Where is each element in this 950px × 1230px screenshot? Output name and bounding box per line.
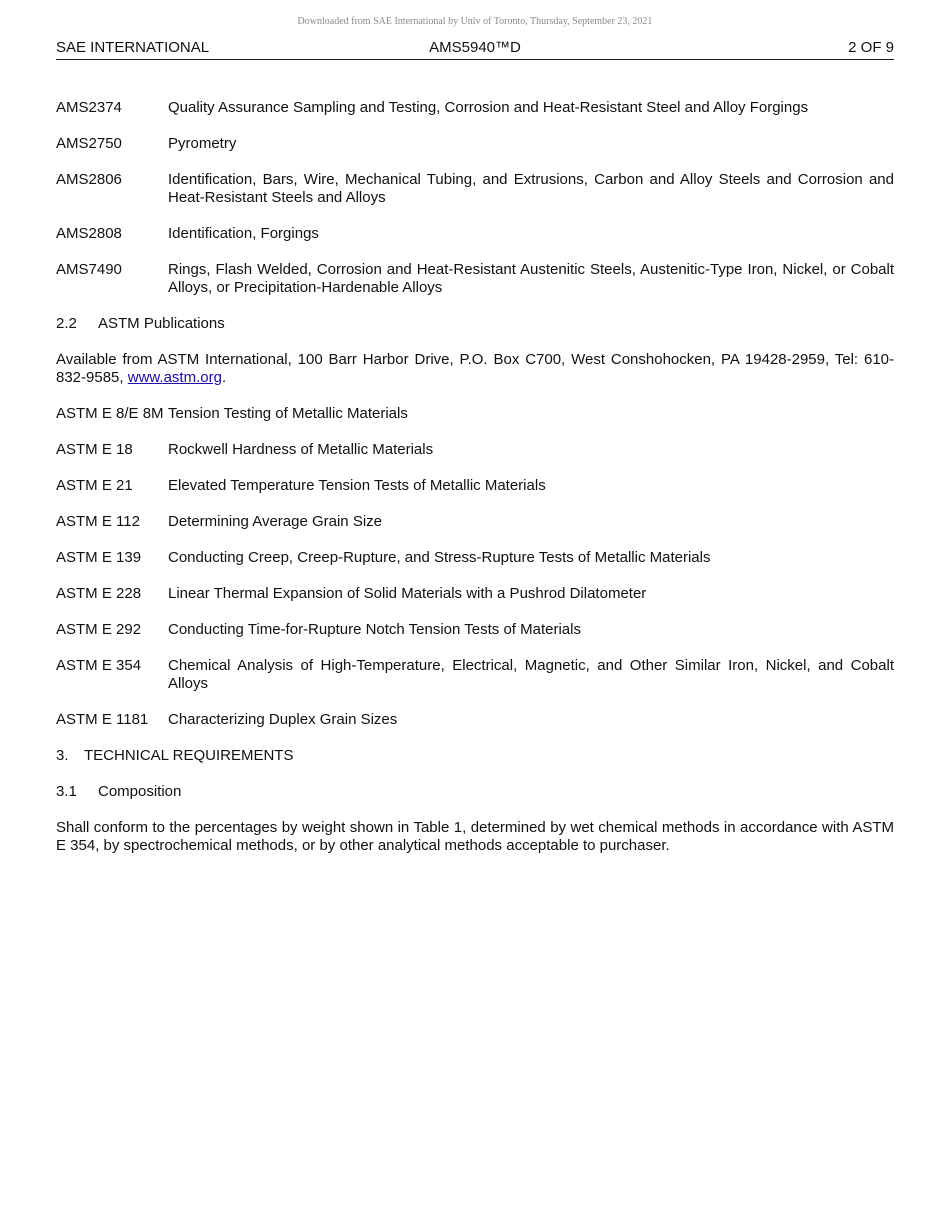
section-title: Composition — [98, 783, 182, 800]
astm-reference-list — [56, 405, 894, 729]
reference-code: ASTM E 1181 — [56, 711, 149, 728]
reference-code: ASTM E 228 — [56, 585, 142, 602]
reference-row — [56, 405, 894, 423]
reference-row — [56, 225, 894, 243]
astm-address-suffix: . — [221, 369, 227, 386]
reference-row — [56, 711, 894, 729]
section-number: 3.1 — [56, 783, 77, 800]
section-3-heading — [56, 747, 894, 765]
page-header — [56, 39, 894, 60]
section-number: 3. — [56, 747, 69, 764]
reference-code: ASTM E 18 — [56, 441, 133, 458]
reference-row — [56, 135, 894, 153]
reference-title: Characterizing Duplex Grain Sizes — [168, 711, 398, 728]
astm-availability-paragraph — [56, 351, 894, 387]
reference-title: Rockwell Hardness of Metallic Materials — [168, 441, 434, 458]
reference-code: ASTM E 354 — [56, 657, 142, 674]
document-body — [56, 99, 894, 873]
reference-row — [56, 171, 894, 207]
reference-code: AMS2374 — [56, 99, 122, 116]
reference-title: Pyrometry — [168, 135, 237, 152]
reference-row — [56, 657, 894, 693]
reference-title: Tension Testing of Metallic Materials — [168, 405, 408, 422]
reference-row — [56, 441, 894, 459]
astm-website-link[interactable]: www.astm.org — [127, 369, 222, 386]
reference-title: Linear Thermal Expansion of Solid Materials with a Pushrod Dilatometer — [168, 585, 647, 602]
publisher-name: SAE INTERNATIONAL — [56, 39, 210, 56]
reference-title: Conducting Time-for-Rupture Notch Tension Tests of Materials — [168, 621, 581, 638]
reference-code: ASTM E 21 — [56, 477, 133, 494]
reference-title: Quality Assurance Sampling and Testing, Corrosion and Heat-Resistant Steel and Alloy Forgings — [168, 99, 809, 116]
reference-row — [56, 621, 894, 639]
reference-code: ASTM E 292 — [56, 621, 142, 638]
page-number: 2 OF 9 — [848, 39, 894, 56]
section-number: 2.2 — [56, 315, 77, 332]
reference-title: Elevated Temperature Tension Tests of Metallic Materials — [168, 477, 546, 494]
reference-code: ASTM E 112 — [56, 513, 140, 530]
section-title: TECHNICAL REQUIREMENTS — [84, 747, 294, 764]
reference-code: AMS2808 — [56, 225, 122, 242]
download-watermark: Downloaded from SAE International by Univ of Toronto, Thursday, September 23, 2021 — [297, 16, 653, 27]
reference-title: Determining Average Grain Size — [168, 513, 382, 530]
reference-row — [56, 477, 894, 495]
reference-title: Chemical Analysis of High-Temperature, Electrical, Magnetic, and Other Similar Iron, Nickel, and Cobalt Alloys — [168, 657, 894, 692]
reference-code: ASTM E 8/E 8M — [56, 405, 164, 422]
reference-code: AMS7490 — [56, 261, 122, 278]
reference-row — [56, 585, 894, 603]
reference-code: AMS2806 — [56, 171, 122, 188]
reference-title: Identification, Forgings — [168, 225, 319, 242]
reference-title: Rings, Flash Welded, Corrosion and Heat-Resistant Austenitic Steels, Austenitic-Type Iron, Nickel, or Cobalt Alloys, or Precipitation-Hardenable Alloys — [168, 261, 894, 296]
reference-row — [56, 513, 894, 531]
reference-row — [56, 261, 894, 297]
astm-address-text: Available from ASTM International, 100 Barr Harbor Drive, P.O. Box C700, West Conshohocken, PA 19428-2959, Tel: 610-832-9585, — [56, 351, 894, 386]
composition-paragraph: Shall conform to the percentages by weight shown in Table 1, determined by wet chemical methods in accordance with ASTM E 354, by spectrochemical methods, or by other analytical methods acceptable to purchaser. — [56, 819, 894, 854]
reference-row — [56, 99, 894, 117]
reference-title: Identification, Bars, Wire, Mechanical Tubing, and Extrusions, Carbon and Alloy Steels and Corrosion and Heat-Resistant Steels and Alloys — [168, 171, 894, 206]
section-2-2-heading — [56, 315, 894, 333]
reference-code: AMS2750 — [56, 135, 122, 152]
document-id: AMS5940™D — [429, 39, 521, 56]
reference-row — [56, 549, 894, 567]
reference-code: ASTM E 139 — [56, 549, 142, 566]
ams-reference-list — [56, 99, 894, 297]
section-3-1-heading — [56, 783, 894, 801]
section-title: ASTM Publications — [98, 315, 225, 332]
reference-title: Conducting Creep, Creep-Rupture, and Stress-Rupture Tests of Metallic Materials — [168, 549, 711, 566]
